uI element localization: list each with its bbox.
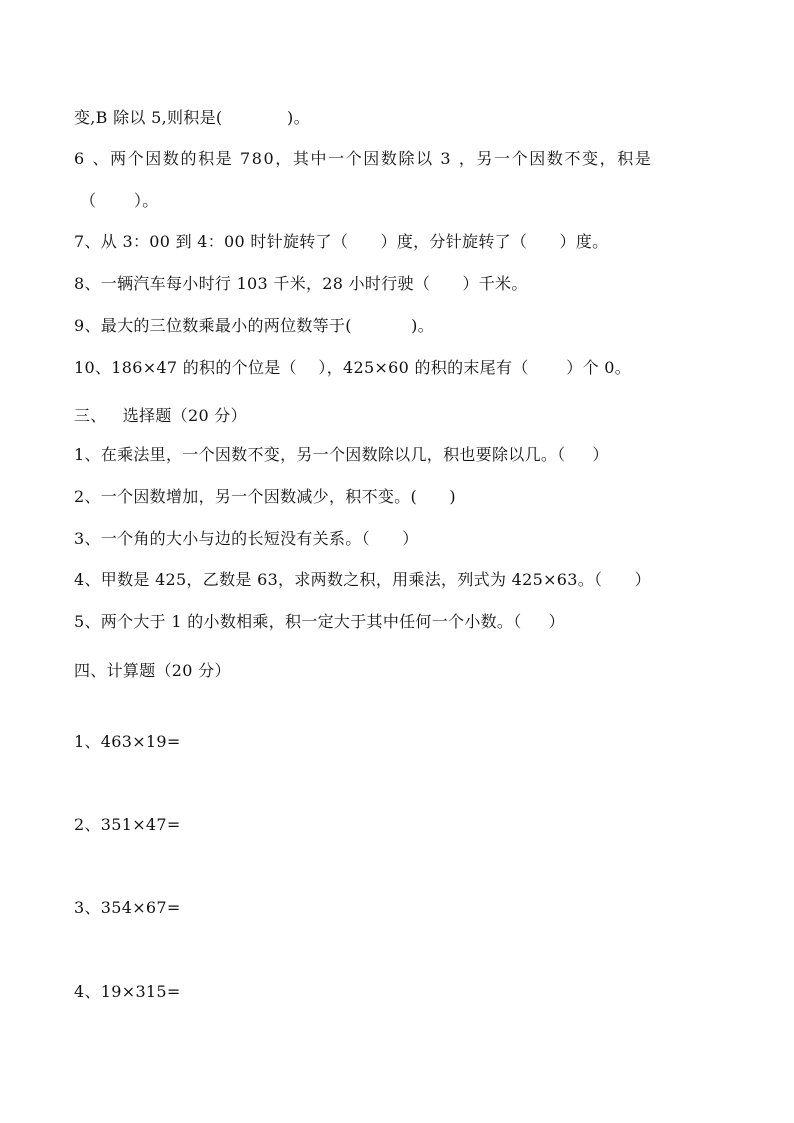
question-5-continuation: 变,B 除以 5,则积是( )。 xyxy=(74,108,310,127)
choice-item-5: 5、两个大于 1 的小数相乘，积一定大于其中任何一个小数。（ ） xyxy=(74,612,565,631)
question-7: 7、从 3：00 到 4：00 时针旋转了（ ）度，分针旋转了（ ）度。 xyxy=(74,232,609,251)
calc-item-3: 3、354×67= xyxy=(74,898,181,917)
section-3-heading: 三、 选择题（20 分） xyxy=(74,406,247,425)
question-9: 9、最大的三位数乘最小的两位数等于( )。 xyxy=(74,316,434,335)
question-8: 8、一辆汽车每小时行 103 千米，28 小时行驶（ ）千米。 xyxy=(74,274,528,293)
choice-item-3: 3、一个角的大小与边的长短没有关系。（ ） xyxy=(74,529,419,548)
question-6-line-1: 6 、两个因数的积是 780，其中一个因数除以 3 ，另一个因数不变，积是 xyxy=(74,149,653,168)
calc-item-4: 4、19×315= xyxy=(74,982,181,1001)
question-10: 10、186×47 的积的个位是（ ），425×60 的积的末尾有（ ）个 0。 xyxy=(74,358,632,377)
choice-item-2: 2、一个因数增加，另一个因数减少，积不变。( ) xyxy=(74,487,456,506)
choice-item-4: 4、甲数是 425，乙数是 63，求两数之积，用乘法，列式为 425×63。（ ） xyxy=(74,570,651,589)
choice-item-1: 1、在乘法里，一个因数不变，另一个因数除以几，积也要除以几。（ ） xyxy=(74,445,609,464)
section-4-heading: 四、计算题（20 分） xyxy=(74,661,231,680)
question-6-line-2: （ ）。 xyxy=(80,191,159,210)
calc-item-2: 2、351×47= xyxy=(74,815,181,834)
calc-item-1: 1、463×19= xyxy=(74,732,181,751)
